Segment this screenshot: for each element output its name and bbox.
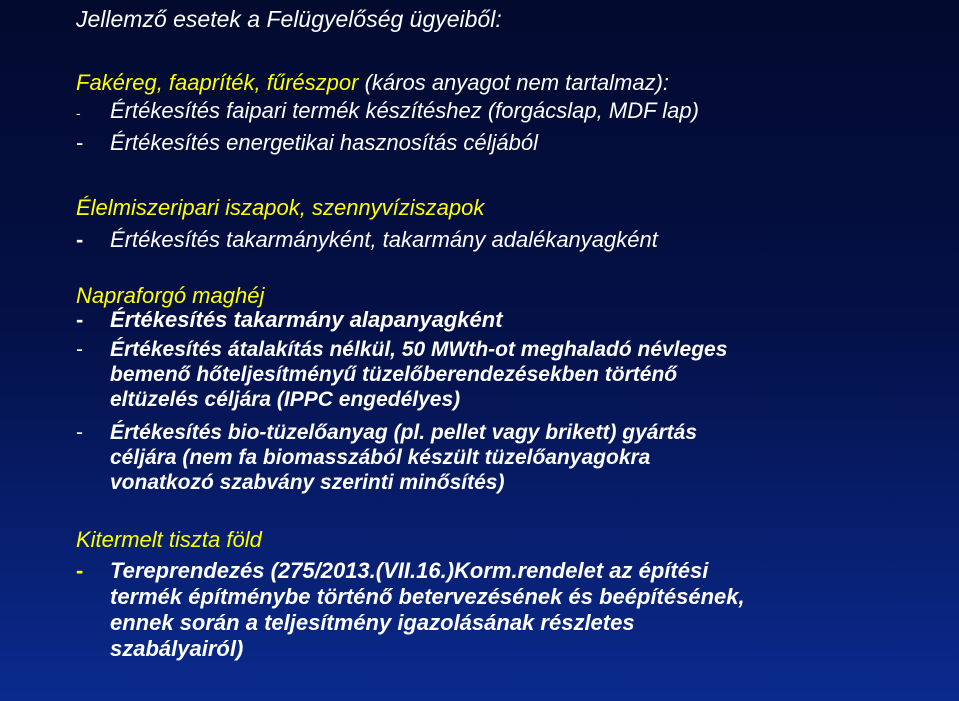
slide-title: Jellemző esetek a Felügyelőség ügyeiből: — [76, 6, 502, 32]
section-heading-soil: Kitermelt tiszta föld — [76, 527, 262, 552]
slide: Jellemző esetek a Felügyelőség ügyeiből: Fakéreg, faapríték, fűrészpor (káros anyagot nem tartalmaz): - Értékesítés faipari termék készítéshez (forgácslap, MDF lap) - Értékesítés energetikai hasznosítás céljából Élelmiszeripari iszapok, szennyvíziszapok - Értékesítés takarmányként, takarmány adalékanyagként Napraforgó maghéj - Értékesítés takarmány alapanyagként - Értékesítés átalakítás nélkül, 50 MWth-ot meghaladó névleges bemenő hőteljesítményű tüzelőberendezésekben történő eltüzelés céljára (IPPC engedélyes) - Értékesítés bio-tüzelőanyag (pl. pellet vagy brikett) gyártás céljára (nem fa biomasszából készült tüzelőanyagokra vonatkozó szabvány szerinti minősítés) Kitermelt tiszta föld - Tereprendezés (275/2013.(VII.16.)Korm.rendelet az építési termék építménybe történő betervezésének és beépítésének, ennek során a teljesítmény igazolásának részletes szabályairól) — [76, 6, 745, 661]
section-heading-wood: Fakéreg, faapríték, fűrészpor (káros anyagot nem tartalmaz): — [76, 70, 670, 95]
section-heading-sunflower: Napraforgó maghéj — [76, 283, 265, 308]
section-heading-sludge: Élelmiszeripari iszapok, szennyvíziszapok — [76, 195, 485, 220]
